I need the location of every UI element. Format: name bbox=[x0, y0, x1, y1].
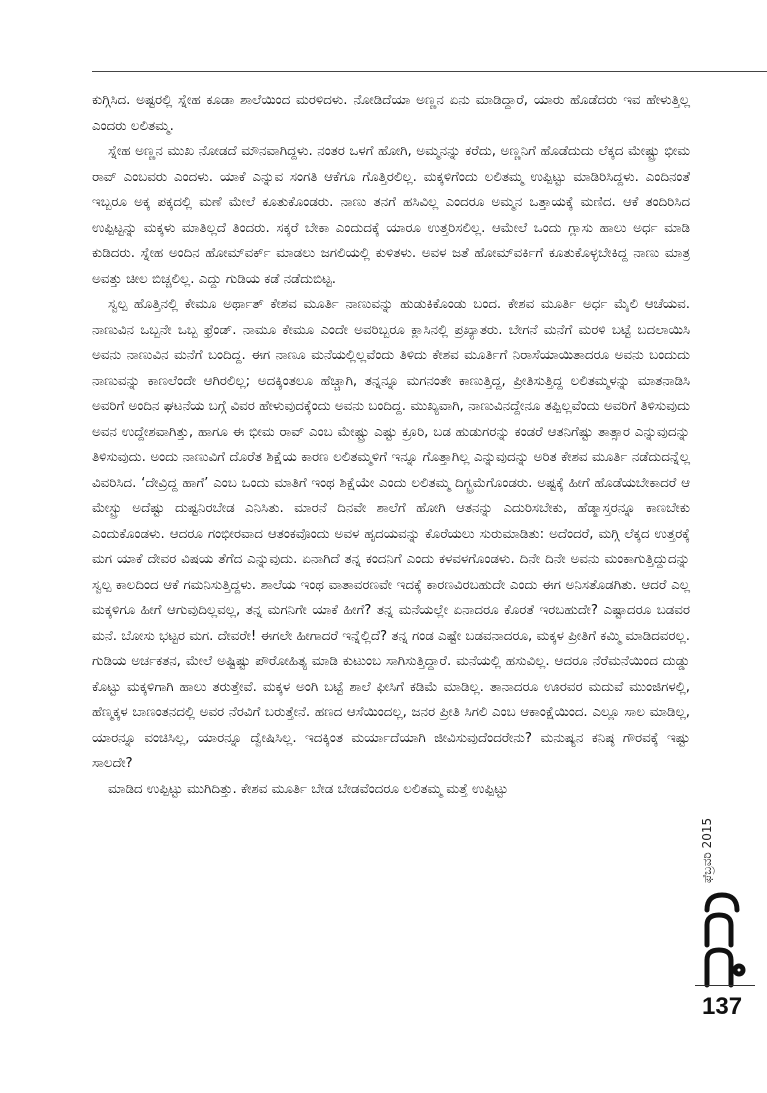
issue-date-text: ಫೆಬ್ರವರಿ 2015 bbox=[700, 817, 715, 883]
page-number-rule bbox=[695, 985, 755, 986]
top-rule bbox=[92, 71, 767, 72]
article-body bbox=[92, 88, 690, 802]
paragraph-continued: ಕುಗ್ಗಿಸಿದ. ಅಷ್ಟರಲ್ಲಿ ಸ್ನೇಹ ಕೂಡಾ ಶಾಲೆಯಿಂದ ಮರಳಿದಳು. ನೋಡಿದೆಯಾ ಅಣ್ಣನ ಏನು ಮಾಡಿದ್ದಾರೆ, ಯಾರು ಹೊಡೆದರು ಇವ ಹೇಳುತ್ತಿಲ್ಲ ಎಂದರು ಲಲಿತಮ್ಮ. bbox=[92, 93, 690, 134]
paragraph: ಮಾಡಿದ ಉಪ್ಪಿಟ್ಟು ಮುಗಿದಿತ್ತು. ಕೇಶವ ಮೂರ್ತಿ ಬೇಡ ಬೇಡವೆಂದರೂ ಲಲಿತಮ್ಮ ಮತ್ತೆ ಉಪ್ಪಿಟ್ಟು bbox=[108, 781, 509, 797]
mayura-logo bbox=[697, 890, 747, 990]
paragraph: ಸ್ನೇಹ ಅಣ್ಣನ ಮುಖ ನೋಡದೆ ಮೌನವಾಗಿದ್ದಳು. ನಂತರ ಒಳಗೆ ಹೋಗಿ, ಅಮ್ಮನನ್ನು ಕರೆದು, ಅಣ್ಣನಿಗೆ ಹೊಡೆದುದು ಲೆಕ್ಕದ ಮೇಷ್ಟ್ರು ಭೀಮ ರಾವ್ ಎಂಬವರು ಎಂದಳು. ಯಾಕೆ ಎನ್ನುವ ಸಂಗತಿ ಆಕೆಗೂ ಗೊತ್ತಿರಲಿಲ್ಲ. ಮಕ್ಕಳಿಗೆಂದು ಲಲಿತಮ್ಮ ಉಪ್ಪಿಟ್ಟು ಮಾಡಿರಿಸಿದ್ದಳು. ಎಂದಿನಂತೆ ಇಬ್ಬರೂ ಅಕ್ಕ ಪಕ್ಕದಲ್ಲಿ ಮಣೆ ಮೇಲೆ ಕೂತುಕೊಂಡರು. ನಾಣು ತನಗೆ ಹಸಿವಿಲ್ಲ ಎಂದರೂ ಅಮ್ಮನ ಒತ್ತಾಯಕ್ಕೆ ಮಣಿದ. ಆಕೆ ತಂದಿರಿಸಿದ ಉಪ್ಪಿಟ್ಟನ್ನು ಮಕ್ಕಳು ಮಾತಿಲ್ಲದೆ ತಿಂದರು. ಸಕ್ಕರೆ ಬೇಕಾ ಎಂದುದಕ್ಕೆ ಯಾರೂ ಉತ್ತರಿಸಲಿಲ್ಲ. ಆಮೇಲೆ ಒಂದು ಗ್ಲಾಸು ಹಾಲು ಅರ್ಧ ಮಾಡಿ ಕುಡಿದರು. ಸ್ನೇಹ ಅಂದಿನ ಹೋಮ್‌ವರ್ಕ್ ಮಾಡಲು ಜಗಲಿಯಲ್ಲಿ ಕುಳಿತಳು. ಅವಳ ಜತೆ ಹೋಮ್‌ವರ್ಕಿಗೆ ಕೂತುಕೊಳ್ಳಬೇಕಿದ್ದ ನಾಣು ಮಾತ್ರ ಅವತ್ತು ಚೀಲ ಬಿಚ್ಚಲಿಲ್ಲ. ಎದ್ದು ಗುಡಿಯ ಕಡೆ ನಡೆದುಬಿಟ್ಟ. bbox=[92, 144, 690, 287]
paragraph: ಸ್ವಲ್ಪ ಹೊತ್ತಿನಲ್ಲಿ ಕೇಮೂ ಅರ್ಥಾತ್ ಕೇಶವ ಮೂರ್ತಿ ನಾಣುವನ್ನು ಹುಡುಕಿಕೊಂಡು ಬಂದ. ಕೇಶವ ಮೂರ್ತಿ ಅರ್ಧ ಮೈಲಿ ಆಚೆಯವ. ನಾಣುವಿನ ಒಬ್ಬನೇ ಒಬ್ಬ ಫ್ರೆಂಡ್. ನಾಮೂ ಕೇಮೂ ಎಂದೇ ಅವರಿಬ್ಬರೂ ಕ್ಲಾಸಿನಲ್ಲಿ ಪ್ರಖ್ಯಾತರು. ಬೇಗನೆ ಮನೆಗೆ ಮರಳಿ ಬಟ್ಟೆ ಬದಲಾಯಿಸಿ ಅವನು ನಾಣುವಿನ ಮನೆಗೆ ಬಂದಿದ್ದ. ಈಗ ನಾಣೂ ಮನೆಯಲ್ಲಿಲ್ಲವೆಂದು ತಿಳಿದು ಕೇಶವ ಮೂರ್ತಿಗೆ ನಿರಾಸೆಯಾಯಿತಾದರೂ ಅವನು ಬಂದುದು ನಾಣುವನ್ನು ಕಾಣಲೆಂದೇ ಆಗಿರಲಿಲ್ಲ; ಅದಕ್ಕಿಂತಲೂ ಹೆಚ್ಚಾಗಿ, ತನ್ನನ್ನೂ ಮಗನಂತೇ ಕಾಣುತ್ತಿದ್ದ, ಪ್ರೀತಿಸುತ್ತಿದ್ದ ಲಲಿತಮ್ಮಳನ್ನು ಮಾತನಾಡಿಸಿ ಅವರಿಗೆ ಅಂದಿನ ಘಟನೆಯ ಬಗ್ಗೆ ವಿವರ ಹೇಳುವುದಕ್ಕೆಂದು ಅವನು ಬಂದಿದ್ದ. ಮುಖ್ಯವಾಗಿ, ನಾಣುವಿನದ್ದೇನೂ ತಪ್ಪಿಲ್ಲವೆಂದು ಅವರಿಗೆ ತಿಳಿಸುವುದು ಅವನ ಉದ್ದೇಶವಾಗಿತ್ತು, ಹಾಗೂ ಈ ಭೀಮ ರಾವ್ ಎಂಬ ಮೇಷ್ಟ್ರು ಎಷ್ಟು ಕ್ರೂರಿ, ಬಡ ಹುಡುಗರನ್ನು ಕಂಡರೆ ಆತನಿಗೆಷ್ಟು ತಾತ್ಸಾರ ಎನ್ನುವುದನ್ನು ತಿಳಿಸುವುದು. ಅಂದು ನಾಣುವಿಗೆ ದೊರೆತ ಶಿಕ್ಷೆಯ ಕಾರಣ ಲಲಿತಮ್ಮಳಿಗೆ ಇನ್ನೂ ಗೊತ್ತಾಗಿಲ್ಲ ಎನ್ನುವುದನ್ನು ಅರಿತ ಕೇಶವ ಮೂರ್ತಿ ನಡೆದುದನ್ನೆಲ್ಲ ವಿವರಿಸಿದ. ‘ದೇವ್ರಿದ್ದ ಹಾಗೆ’ ಎಂಬ ಒಂದು ಮಾತಿಗೆ ಇಂಥ ಶಿಕ್ಷೆಯೇ ಎಂದು ಲಲಿತಮ್ಮ ದಿಗ್ಭ್ರಮೆಗೊಂಡರು. ಅಷ್ಟಕ್ಕೆ ಹೀಗೆ ಹೊಡೆಯಬೇಕಾದರೆ ಆ ಮೇಸ್ಟ್ರು ಅದೆಷ್ಟು ದುಷ್ಟನಿರಬೇಡ ಎನಿಸಿತು. ಮಾರನೆ ದಿನವೇ ಶಾಲೆಗೆ ಹೋಗಿ ಆತನನ್ನು ಎದುರಿಸಬೇಕು, ಹೆಡ್ಮಾಸ್ತರನ್ನೂ ಕಾಣಬೇಕು ಎಂದುಕೊಂಡಳು. ಆದರೂ ಗಂಭೀರವಾದ ಆತಂಕವೊಂದು ಅವಳ ಹೃದಯವನ್ನು ಕೊರೆಯಲು ಸುರುಮಾಡಿತು: ಅದೆಂದರೆ, ಮಗ್ಗಿ ಲೆಕ್ಕದ ಉತ್ತರಕ್ಕೆ ಮಗ ಯಾಕೆ ದೇವರ ವಿಷಯ ತೆಗೆದ ಎನ್ನುವುದು. ಏನಾಗಿದೆ ತನ್ನ ಕಂದನಿಗೆ ಎಂದು ಕಳವಳಗೊಂಡಳು. ದಿನೇ ದಿನೇ ಅವನು ಮಂಕಾಗುತ್ತಿದ್ದುದನ್ನು ಸ್ವಲ್ಪ ಕಾಲದಿಂದ ಆಕೆ ಗಮನಿಸುತ್ತಿದ್ದಳು. ಶಾಲೆಯ ಇಂಥ ವಾತಾವರಣವೇ ಇದಕ್ಕೆ ಕಾರಣವಿರಬಹುದೇ ಎಂದು ಈಗ ಅನಿಸತೊಡಗಿತು. ಆದರೆ ಎಲ್ಲ ಮಕ್ಕಳಿಗೂ ಹೀಗೆ ಆಗುವುದಿಲ್ಲವಲ್ಲ, ತನ್ನ ಮಗನಿಗೇ ಯಾಕೆ ಹೀಗೆ? ತನ್ನ ಮನೆಯಲ್ಲೇ ಏನಾದರೂ ಕೊರತೆ ಇರಬಹುದೇ? ಎಷ್ಟಾದರೂ ಬಡವರ ಮನೆ. ಬೋಸು ಭಟ್ಟರ ಮಗ. ದೇವರೇ! ಈಗಲೇ ಹೀಗಾದರೆ ಇನ್ನೆಲ್ಲಿದೆ? ತನ್ನ ಗಂಡ ಎಷ್ಟೇ ಬಡವನಾದರೂ, ಮಕ್ಕಳ ಪ್ರೀತಿಗೆ ಕಮ್ಮಿ ಮಾಡಿದವರಲ್ಲ. ಗುಡಿಯ ಅರ್ಚಕತನ, ಮೇಲೆ ಅಷ್ಟಿಷ್ಟು ಪೌರೋಹಿತ್ಯ ಮಾಡಿ ಕುಟುಂಬ ಸಾಗಿಸುತ್ತಿದ್ದಾರೆ. ಮನೆಯಲ್ಲಿ ಹಸುವಿಲ್ಲ. ಆದರೂ ನೆರೆಮನೆಯಿಂದ ದುಡ್ಡು ಕೊಟ್ಟು ಮಕ್ಕಳಿಗಾಗಿ ಹಾಲು ತರುತ್ತೇವೆ. ಮಕ್ಕಳ ಅಂಗಿ ಬಟ್ಟೆ ಶಾಲೆ ಫೀಸಿಗೆ ಕಡಿಮೆ ಮಾಡಿಲ್ಲ. ತಾನಾದರೂ ಊರವರ ಮದುವೆ ಮುಂಜಿಗಳಲ್ಲಿ, ಹೆಣ್ಮಕ್ಕಳ ಬಾಣಂತನದಲ್ಲಿ ಅವರ ನೆರವಿಗೆ ಬರುತ್ತೇನೆ. ಹಣದ ಆಸೆಯಿಂದಲ್ಲ, ಜನರ ಪ್ರೀತಿ ಸಿಗಲಿ ಎಂಬ ಆಕಾಂಕ್ಷೆಯಿಂದ. ಎಲ್ಲೂ ಸಾಲ ಮಾಡಿಲ್ಲ, ಯಾರನ್ನೂ ವಂಚಿಸಿಲ್ಲ, ಯಾರನ್ನೂ ದ್ವೇಷಿಸಿಲ್ಲ. ಇದಕ್ಕಿಂತ ಮರ್ಯಾದೆಯಾಗಿ ಜೀವಿಸುವುದೆಂದರೇನು? ಮನುಷ್ಯನ ಕನಿಷ್ಠ ಗೌರವಕ್ಕೆ ಇಷ್ಟು ಸಾಲದೇ? bbox=[92, 297, 690, 771]
page-number: 137 bbox=[702, 993, 743, 1020]
